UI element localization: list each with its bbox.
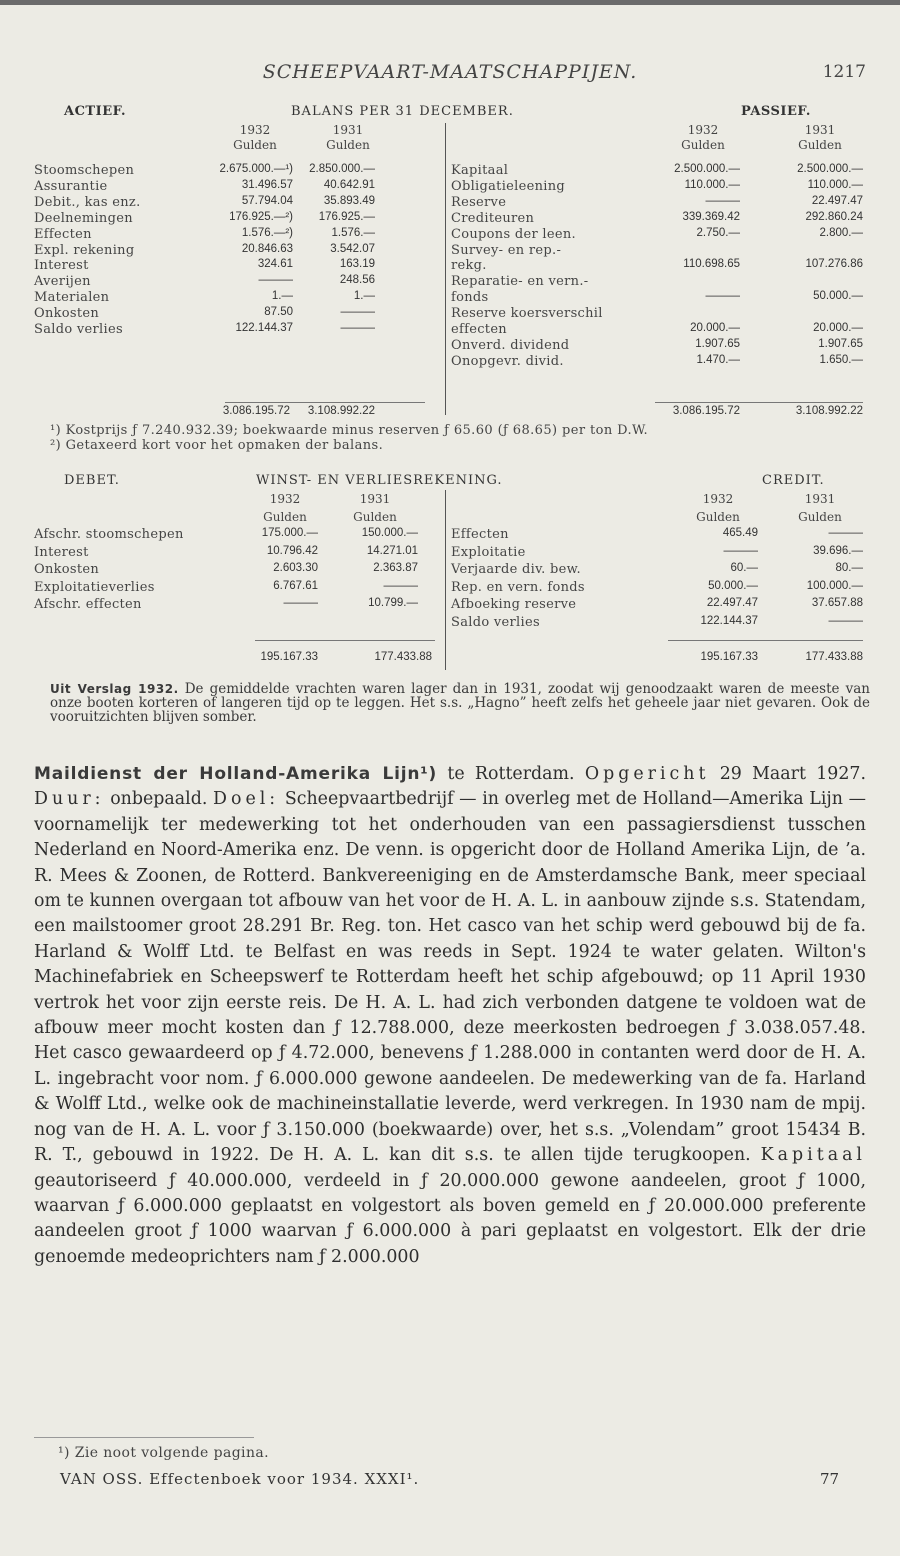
pl-debit-row-label: Interest (34, 544, 89, 560)
balance-assets-year-1932: 1932 (239, 123, 271, 137)
pl-debit-row-value-1931: 150.000.— (361, 527, 418, 539)
balance-liability-row-value-1932: ——— (705, 194, 740, 207)
balance-liability-row-label: effecten (451, 322, 507, 337)
balance-asset-row-value-1932: 87.50 (264, 306, 293, 319)
report-heading: Uit Verslag 1932. (50, 682, 179, 696)
balance-footnote-2: ²) Getaxeerd kort voor het opmaken der balans. (50, 438, 384, 453)
balance-asset-row-value-1931: 248.56 (339, 274, 375, 287)
balance-liability-row-label: Survey- en rep.- (451, 242, 562, 258)
pl-credit-row-value-1931: ——— (828, 527, 863, 539)
balance-asset-row-value-1932: 57.794.04 (241, 194, 293, 207)
doel-text: Scheepvaartbedrijf — in overleg met de Holland—Amerika Lijn — voornamelijk ter medewerking tot het onderhouden van een passagiersdienst tusschen Nederland en Noord-Amerika enz. De venn. is opgericht door de Holland Amerika Lijn, de ʼa. R. Mees & Zoonen, de Rotterd. Bankvereeniging en de Amsterdamsche Bank, meer speciaal om te kunnen overgaan tot afbouw van het voor de H. A. L. in aanbouw zijnde s.s. Statendam, een mailstoomer groot 28.291 Br. Reg. ton. Het casco van het schip werd gebouwd bij de fa. Harland & Wolff Ltd. te Belfast en was reeds in Sept. 1924 te water gelaten. Wilton's Machinefabriek en Scheepswerf te Rotterdam heeft het schip afgebouwd; op 11 April 1930 vertrok het voor zijn eerste reis. De H. A. L. had zich verbonden datgene te voldoen wat de afbouw meer mocht kosten dan ƒ 12.788.000, deze meerkosten bedroegen ƒ 3.038.057.48. Het casco gewaardeerd op ƒ 4.72.000, benevens ƒ 1.288.000 in contanten werd door de H. A. L. ingebracht voor nom. ƒ 6.000.000 gewone aandeelen. De medewerking van de fa. Harland & Wolff Ltd., welke ook de machineinstallatie leverde, werd verkregen. In 1930 nam de mpij. nog van de H. A. L. voor ƒ 3.150.000 (boekwaarde) over, het s.s. „Volendam” groot 15434 B. R. T., gebouwd in 1922. De H. A. L. kan dit s.s. te allen tijde terugkoopen. (34, 789, 867, 1166)
pl-credit-row-value-1932: ——— (723, 544, 758, 557)
pl-debit-unit-1931: Gulden (353, 510, 397, 524)
balance-asset-row-value-1931: 163.19 (339, 258, 375, 271)
balance-assets-total-1931: 3.108.992.22 (307, 405, 375, 417)
pl-title: WINST- EN VERLIESREKENING. (256, 473, 503, 488)
pl-debit-row-value-1931: 2.363.87 (373, 562, 418, 574)
pl-credit-row-value-1932: 50.000.— (708, 579, 758, 592)
balance-assets-unit-1931: Gulden (326, 138, 370, 152)
balance-liab-year-1932: 1932 (687, 123, 719, 137)
balance-asset-row-label: Materialen (34, 290, 110, 306)
balance-liability-row-label: Kapitaal (451, 163, 509, 178)
pl-credit-row-value-1931: ——— (828, 614, 863, 627)
pl-debit-row-value-1931: ——— (383, 579, 418, 592)
report-text: De gemiddelde vrachten waren lager dan in 1931, zoodat wij genoodzaakt waren de meeste van onze booten korteren of langeren tijd op te leggen. Het s.s. „Hagno” heeft zelfs het geheele jaar niet gevaren. Ook de vooruitzichten blijven somber. (50, 681, 870, 725)
doel-label: Doel: (213, 789, 280, 810)
page-footnote: ¹) Zie noot volgende pagina. (58, 1445, 269, 1461)
pl-debit-row-label: Afschr. effecten (34, 597, 142, 612)
balance-liability-row-value-1931: 20.000.— (813, 322, 863, 334)
pl-credit-row-label: Saldo verlies (451, 614, 540, 630)
balance-liab-total-rule (655, 402, 863, 403)
balance-asset-row-value-1931: 176.925.— (318, 210, 375, 223)
balance-liability-row-value-1931: 292.860.24 (805, 210, 863, 223)
running-header-title: SCHEEPVAART-MAATSCHAPPIJEN. (262, 61, 638, 83)
pl-credit-row-label: Effecten (451, 527, 509, 542)
balance-asset-row-value-1932: 176.925.—²) (229, 210, 293, 223)
balance-liability-row-value-1932: 2.750.— (696, 226, 740, 239)
company-location: te Rotterdam. (447, 764, 575, 784)
pl-debit-row-value-1931: 14.271.01 (366, 544, 418, 557)
balance-liab-unit-1932: Gulden (681, 138, 725, 152)
pl-credit-total-1932: 195.167.33 (700, 651, 758, 663)
balance-liability-row-value-1932: 1.907.65 (695, 337, 740, 350)
balance-title: BALANS PER 31 DECEMBER. (291, 104, 514, 119)
page-footer-number: 77 (820, 1470, 840, 1488)
balance-asset-row-value-1931: 3.542.07 (330, 242, 375, 255)
balance-liability-row-label: Onopgevr. divid. (451, 353, 564, 369)
balance-liab-unit-1931: Gulden (798, 138, 842, 152)
balance-asset-row-value-1931: 2.850.000.— (309, 163, 375, 175)
balance-liability-row-value-1932: 20.000.— (690, 322, 740, 334)
balance-asset-row-value-1931: 35.893.49 (323, 194, 375, 207)
balance-asset-row-label: Stoomschepen (34, 163, 135, 178)
running-header-page-number: 1217 (822, 62, 866, 82)
balance-liability-row-value-1931: 107.276.86 (805, 258, 863, 271)
duur-label: Duur: (34, 789, 105, 810)
pl-credit-heading: CREDIT. (762, 473, 825, 488)
kapitaal-label: Kapitaal (760, 1145, 866, 1166)
pl-debit-row-label: Afschr. stoomschepen (34, 527, 184, 542)
pl-credit-row-label: Afboeking reserve (451, 597, 577, 612)
balance-asset-row-value-1932: 1.— (271, 290, 293, 303)
pl-debit-row-value-1932: 2.603.30 (273, 562, 318, 574)
balance-liability-row-label: Reparatie- en vern.- (451, 274, 589, 290)
balance-liability-row-value-1932: 110.000.— (684, 178, 740, 191)
balance-liab-total-1932: 3.086.195.72 (672, 405, 740, 417)
balance-liability-row-value-1932: 1.470.— (696, 353, 740, 366)
pl-debit-row-value-1932: ——— (283, 597, 318, 609)
pl-credit-unit-1931: Gulden (798, 510, 842, 524)
pl-debit-heading: DEBET. (64, 473, 120, 488)
balance-liability-row-label: Onverd. dividend (451, 337, 570, 353)
balance-liability-row-value-1932: ——— (705, 290, 740, 303)
pl-debit-row-value-1932: 6.767.61 (273, 579, 318, 592)
balance-asset-row-label: Interest (34, 258, 89, 274)
annual-report-excerpt (50, 682, 870, 724)
pl-credit-total-1931: 177.433.88 (805, 651, 863, 663)
balance-liability-row-label: fonds (451, 290, 489, 306)
kapitaal-text: geautoriseerd ƒ 40.000.000, verdeeld in ƒ 20.000.000 gewone aandeelen, groot ƒ 1000, waarvan ƒ 6.000.000 geplaatst en volgestort als boven gemeld en ƒ 20.000.000 preferente aandeelen groot ƒ 1000 waarvan ƒ 6.000.000 à pari geplaatst en volgestort. Elk der drie genoemde medeoprichters nam ƒ 2.000.000 (34, 1170, 866, 1267)
balance-liability-row-value-1932: 339.369.42 (682, 210, 740, 223)
balance-asset-row-value-1932: 1.576.—²) (241, 226, 293, 239)
pl-credit-row-label: Rep. en vern. fonds (451, 579, 585, 595)
opgericht-label: Opgericht (584, 764, 710, 784)
pl-debit-total-rule (255, 640, 435, 641)
pl-credit-total-rule (668, 640, 863, 641)
pl-credit-row-value-1931: 80.— (835, 562, 863, 574)
balance-asset-row-value-1932: 31.496.57 (241, 178, 293, 191)
balance-asset-row-label: Deelnemingen (34, 210, 133, 226)
balance-liability-row-value-1931: 50.000.— (813, 290, 863, 303)
pl-center-rule (445, 490, 446, 670)
duur-value: onbepaald. (110, 789, 208, 810)
pl-debit-total-1931: 177.433.88 (374, 651, 432, 663)
pl-credit-row-value-1931: 39.696.— (813, 544, 863, 557)
balance-asset-row-value-1932: 324.61 (257, 258, 293, 271)
balance-asset-row-label: Expl. rekening (34, 242, 135, 258)
balance-asset-row-label: Averijen (34, 274, 91, 290)
balance-liability-row-label: Reserve (451, 194, 507, 210)
balance-liability-row-value-1931: 1.650.— (819, 353, 863, 366)
balance-liability-row-value-1931: 22.497.47 (811, 194, 863, 207)
balance-asset-row-value-1932: 2.675.000.—¹) (219, 163, 293, 175)
balance-assets-total-1932: 3.086.195.72 (222, 405, 290, 417)
balance-liability-row-value-1931: 1.907.65 (818, 337, 863, 350)
balance-asset-row-label: Assurantie (34, 178, 108, 194)
pl-debit-row-label: Exploitatieverlies (34, 579, 155, 595)
pl-debit-year-1931: 1931 (359, 492, 391, 506)
pl-credit-year-1931: 1931 (804, 492, 836, 506)
balance-asset-row-value-1931: ——— (340, 306, 375, 319)
balance-asset-row-value-1932: 122.144.37 (235, 322, 293, 334)
pl-debit-row-value-1931: 10.799.— (368, 597, 418, 609)
balance-liab-year-1931: 1931 (804, 123, 836, 137)
balance-asset-row-value-1931: 1.576.— (331, 226, 375, 239)
balance-asset-row-value-1931: 40.642.91 (323, 178, 375, 191)
balance-assets-total-rule (225, 402, 425, 403)
page-footer-source: VAN OSS. Effectenboek voor 1934. XXXI¹. (60, 1470, 420, 1488)
balance-asset-row-value-1932: 20.846.63 (241, 242, 293, 255)
balance-liability-row-value-1932: 110.698.65 (683, 258, 740, 271)
balance-assets-unit-1932: Gulden (233, 138, 277, 152)
pl-debit-row-value-1932: 175.000.— (261, 527, 318, 539)
company-title: Maildienst der Holland-Amerika Lijn¹) (34, 764, 438, 784)
balance-asset-row-label: Saldo verlies (34, 322, 123, 337)
balance-assets-year-1931: 1931 (332, 123, 364, 137)
balance-liability-row-label: Obligatieleening (451, 178, 566, 194)
balance-asset-row-label: Debit., kas enz. (34, 194, 141, 210)
footnote-rule (34, 1437, 254, 1438)
pl-credit-year-1932: 1932 (702, 492, 734, 506)
pl-credit-row-value-1932: 465.49 (722, 527, 758, 539)
balance-liability-row-label: rekg. (451, 258, 487, 274)
pl-credit-row-value-1932: 122.144.37 (700, 614, 758, 627)
pl-credit-row-value-1932: 22.497.47 (706, 597, 758, 609)
balance-liability-row-value-1931: 2.500.000.— (797, 163, 863, 175)
pl-credit-row-label: Exploitatie (451, 544, 526, 560)
balance-footnote-1: ¹) Kostprijs ƒ 7.240.932.39; boekwaarde minus reserven ƒ 65.60 (ƒ 68.65) per ton D.W. (50, 423, 649, 438)
balance-liability-row-value-1932: 2.500.000.— (674, 163, 740, 175)
pl-debit-row-label: Onkosten (34, 562, 100, 577)
balance-asset-row-label: Onkosten (34, 306, 100, 322)
pl-credit-row-value-1931: 100.000.— (806, 579, 863, 592)
balance-asset-row-value-1931: 1.— (353, 290, 375, 303)
balance-liab-total-1931: 3.108.992.22 (795, 405, 863, 417)
pl-credit-row-value-1932: 60.— (730, 562, 758, 574)
balance-liability-row-label: Crediteuren (451, 210, 535, 226)
balance-liability-row-label: Reserve koersverschil (451, 306, 603, 322)
pl-debit-year-1932: 1932 (269, 492, 301, 506)
balance-liability-row-label: Coupons der leen. (451, 226, 576, 242)
company-entry (34, 762, 866, 1270)
pl-credit-row-value-1931: 37.657.88 (811, 597, 863, 609)
pl-debit-unit-1932: Gulden (263, 510, 307, 524)
balance-asset-row-value-1931: ——— (340, 322, 375, 334)
opgericht-value: 29 Maart 1927. (719, 764, 866, 784)
balance-liability-row-value-1931: 2.800.— (819, 226, 863, 239)
balance-liabilities-heading: PASSIEF. (741, 104, 811, 119)
balance-asset-row-value-1932: ——— (258, 274, 293, 287)
pl-credit-unit-1932: Gulden (696, 510, 740, 524)
pl-credit-row-label: Verjaarde div. bew. (451, 562, 581, 577)
balance-asset-row-label: Effecten (34, 226, 92, 242)
pl-debit-total-1932: 195.167.33 (260, 651, 318, 663)
balance-center-rule (445, 123, 446, 415)
pl-debit-row-value-1932: 10.796.42 (266, 544, 318, 557)
balance-assets-heading: ACTIEF. (64, 104, 127, 119)
balance-liability-row-value-1931: 110.000.— (807, 178, 863, 191)
